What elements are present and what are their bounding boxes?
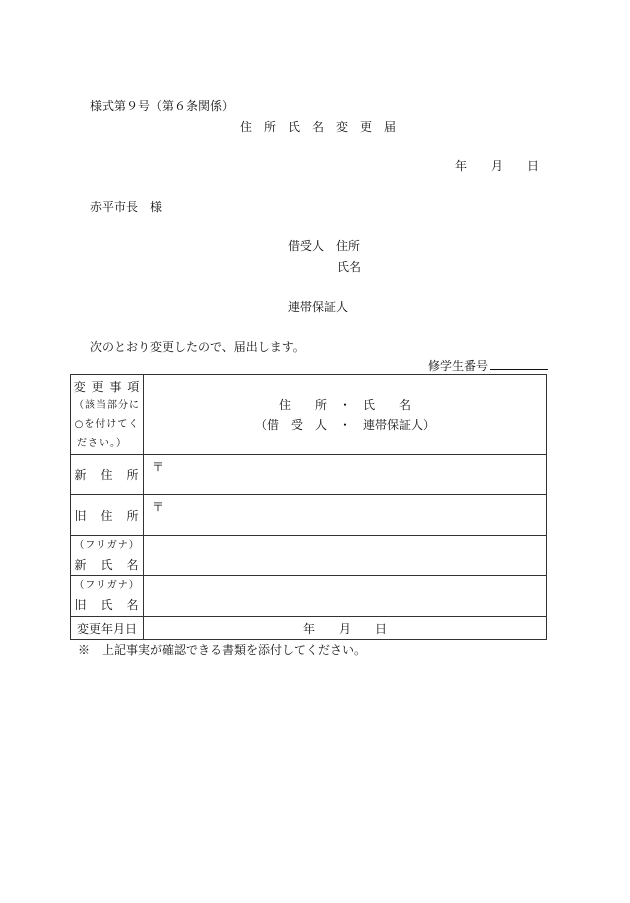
old-name-label: 旧 氏 名 xyxy=(74,598,140,612)
change-items-options-line2: （借 受 人 ・ 連帯保証人） xyxy=(254,417,435,432)
student-number-blank[interactable] xyxy=(490,357,548,370)
new-address-label: 新 住 所 xyxy=(71,455,144,495)
guarantor-label: 連帯保証人 xyxy=(288,300,349,314)
student-number-label: 修学生番号 xyxy=(428,359,489,373)
change-form-table xyxy=(70,374,547,640)
form-number: 様式第９号（第６条関係） xyxy=(90,99,235,113)
old-address-label: 旧 住 所 xyxy=(71,495,144,536)
student-number-field xyxy=(428,357,548,374)
change-items-options-cell[interactable] xyxy=(144,375,547,455)
row-new-name xyxy=(71,536,547,576)
new-address-field[interactable] xyxy=(144,455,547,495)
addressee: 赤平市長 様 xyxy=(90,200,163,214)
page-title: 住 所 氏 名 変 更 届 xyxy=(240,120,397,134)
change-date-label: 変更年月日 xyxy=(71,617,144,640)
row-change-date xyxy=(71,617,547,640)
change-items-options-line1: 住 所 ・ 氏 名 xyxy=(278,397,411,412)
old-address-field[interactable] xyxy=(144,495,547,536)
old-name-label-cell xyxy=(71,576,144,617)
change-items-label: 変 更 事 項 xyxy=(73,380,141,394)
postal-mark-icon: 〒 xyxy=(152,500,165,514)
borrower-name-label: 氏名 xyxy=(337,260,362,274)
change-items-label-cell xyxy=(71,375,144,455)
change-items-note-1: （該当部分に xyxy=(74,400,140,411)
intro-text: 次のとおり変更したので、届出します。 xyxy=(90,340,305,354)
change-date-field[interactable] xyxy=(144,617,547,640)
old-name-field[interactable] xyxy=(144,576,547,617)
new-name-furigana-label: （フリガナ） xyxy=(74,539,140,551)
row-change-items xyxy=(71,375,547,455)
old-name-furigana-label: （フリガナ） xyxy=(74,580,140,591)
date-line: 年 月 日 xyxy=(455,159,540,173)
borrower-address-label: 借受人 住所 xyxy=(288,239,361,253)
new-name-field[interactable] xyxy=(144,536,547,576)
change-date-value: 年 月 日 xyxy=(302,621,387,636)
row-old-name xyxy=(71,576,547,617)
row-new-address xyxy=(71,455,547,495)
footnote: ※ 上記事実が確認できる書類を添付してください。 xyxy=(78,643,367,657)
new-name-label: 新 氏 名 xyxy=(74,557,140,572)
change-items-note-3: ださい。） xyxy=(77,438,127,449)
new-name-label-cell xyxy=(71,536,144,576)
change-items-note-2: ○を付けてく xyxy=(74,419,140,430)
row-old-address xyxy=(71,495,547,536)
postal-mark-icon: 〒 xyxy=(152,460,165,474)
